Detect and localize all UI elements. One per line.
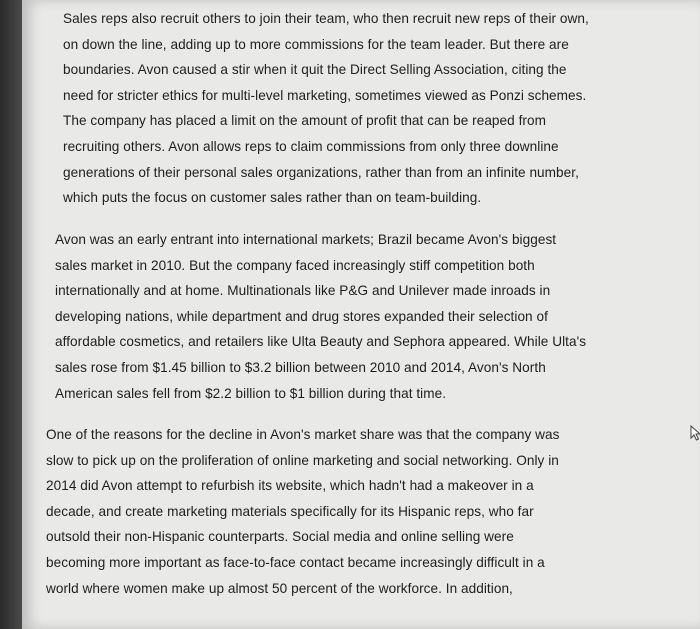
text-line: need for stricter ethics for multi-level marketing, sometimes viewed as Ponzi schemes. bbox=[63, 87, 587, 103]
text-line: on down the line, adding up to more commissions for the team leader. But there are bbox=[63, 36, 569, 52]
text-line: internationally and at home. Multinationals like P&G and Unilever made inroads in bbox=[55, 283, 551, 299]
text-line: sales rose from $1.45 billion to $3.2 billion between 2010 and 2014, Avon's North bbox=[55, 359, 546, 375]
text-line: recruiting others. Avon allows reps to claim commissions from only three downline bbox=[63, 138, 559, 154]
text-line: Sales reps also recruit others to join their team, who then recruit new reps of their own, bbox=[63, 11, 589, 26]
text-line: American sales fell from $2.2 billion to $1 billion during that time. bbox=[55, 385, 447, 401]
text-line: One of the reasons for the decline in Avon's market share was that the company was bbox=[46, 427, 560, 442]
paragraph-2 bbox=[55, 227, 586, 406]
text-line: sales market in 2010. But the company faced increasingly stiff competition both bbox=[55, 257, 535, 273]
mouse-pointer-icon bbox=[690, 425, 700, 441]
paragraph-3 bbox=[46, 422, 559, 601]
text-line: affordable cosmetics, and retailers like Ulta Beauty and Sephora appeared. While Ulta's bbox=[55, 334, 587, 350]
text-line: decade, and create marketing materials specifically for its Hispanic reps, who far bbox=[46, 503, 534, 519]
paragraph-1 bbox=[63, 6, 589, 211]
text-line: world where women make up almost 50 percent of the workforce. In addition, bbox=[46, 580, 513, 596]
document-page bbox=[22, 0, 700, 629]
text-line: becoming more important as face-to-face contact became increasingly difficult in a bbox=[46, 554, 545, 570]
text-line: outsold their non-Hispanic counterparts. Social media and online selling were bbox=[46, 529, 514, 545]
text-line: boundaries. Avon caused a stir when it quit the Direct Selling Association, citing the bbox=[63, 62, 567, 78]
text-line: generations of their personal sales organizations, rather than from an infinite number, bbox=[63, 164, 579, 180]
text-line: 2014 did Avon attempt to refurbish its website, which hadn't had a makeover in a bbox=[46, 478, 534, 494]
left-shadow-edge bbox=[0, 0, 22, 629]
text-line: The company has placed a limit on the amount of profit that can be reaped from bbox=[63, 113, 546, 129]
text-line: Avon was an early entrant into international markets; Brazil became Avon's biggest bbox=[55, 232, 557, 247]
text-line: slow to pick up on the proliferation of online marketing and social networking. Only in bbox=[46, 452, 559, 468]
text-line: which puts the focus on customer sales rather than on team-building. bbox=[63, 190, 482, 206]
text-line: developing nations, while department and drug stores expanded their selection of bbox=[55, 308, 548, 324]
